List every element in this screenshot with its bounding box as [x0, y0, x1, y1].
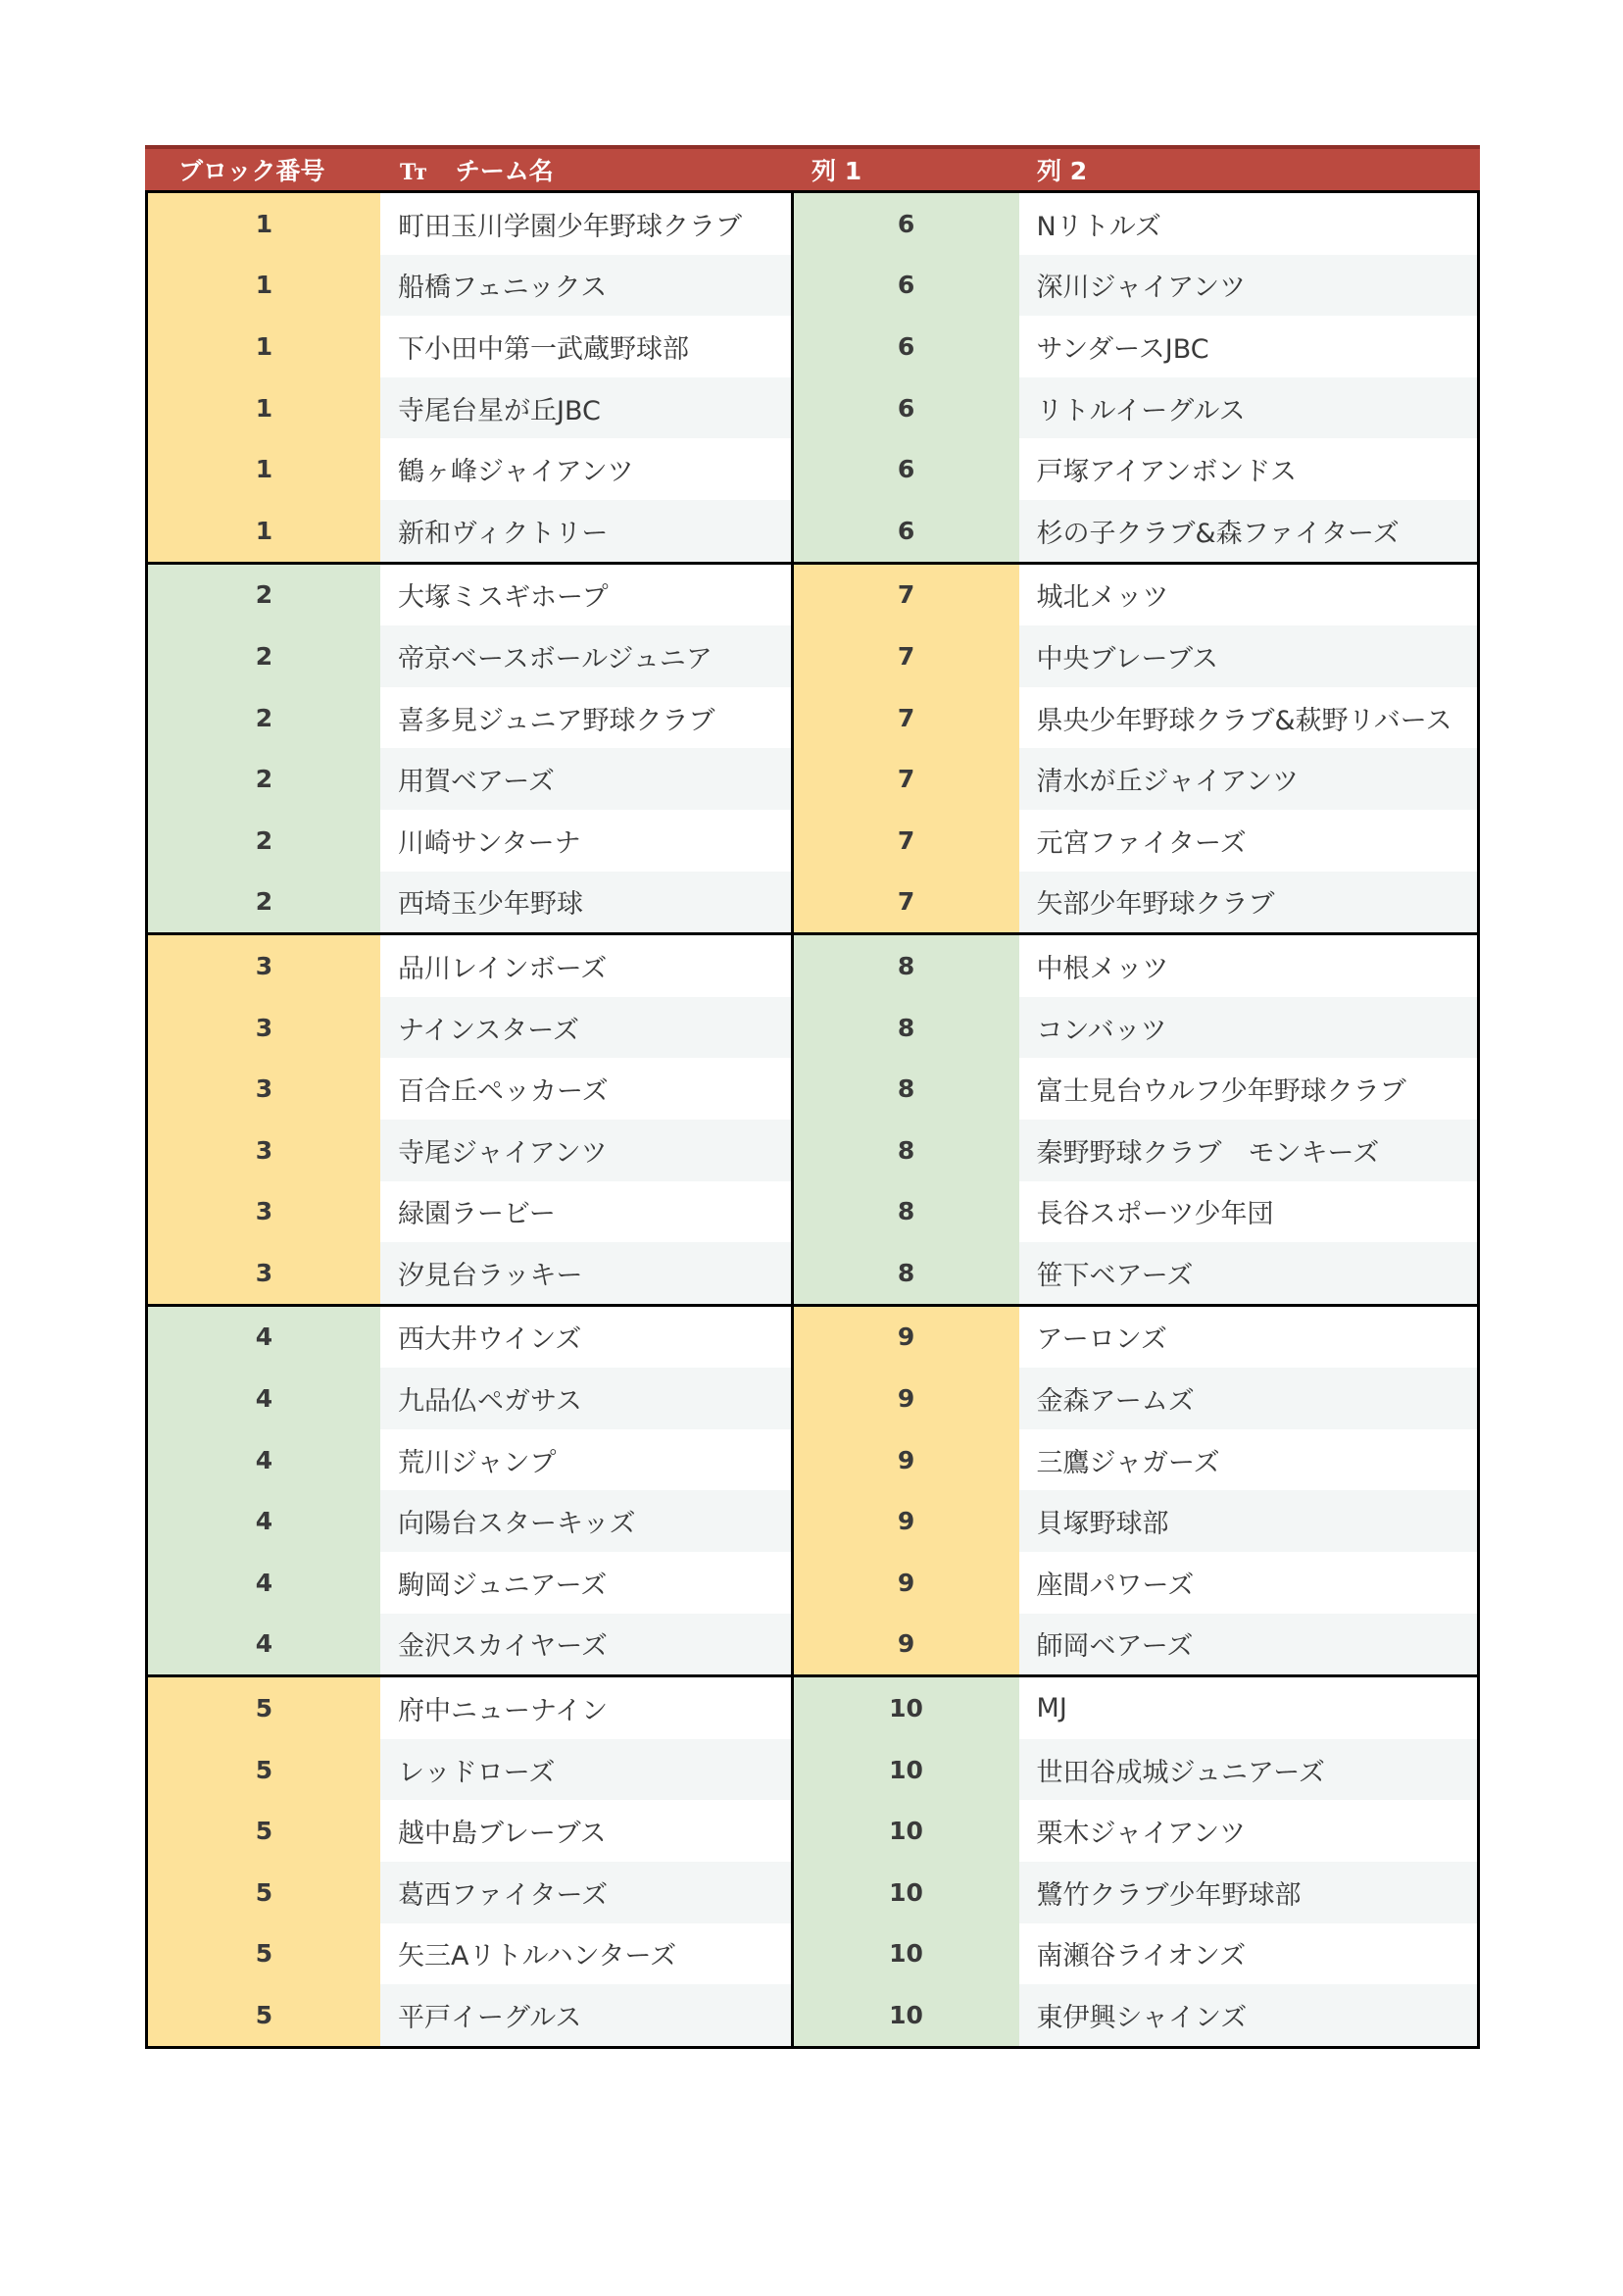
team-name-cell[interactable]: 富士見台ウルフ少年野球クラブ [1019, 1058, 1477, 1120]
team-name-cell[interactable]: アーロンズ [1019, 1307, 1477, 1369]
team-name-cell[interactable]: 県央少年野球クラブ&萩野リバース [1019, 687, 1477, 749]
block-number-cell[interactable]: 8 [794, 935, 1019, 997]
block-number-cell[interactable]: 4 [148, 1368, 380, 1429]
block-number-cell[interactable]: 9 [794, 1429, 1019, 1491]
block-number-cell[interactable]: 10 [794, 1862, 1019, 1923]
block-number-cell[interactable]: 2 [148, 748, 380, 810]
team-name-cell[interactable]: 船橋フェニックス [380, 255, 791, 317]
team-name-cell[interactable]: 駒岡ジュニアーズ [380, 1552, 791, 1614]
team-name-column [380, 935, 791, 1304]
team-name-cell[interactable]: 向陽台スターキッズ [380, 1490, 791, 1552]
block-number-cell[interactable]: 7 [794, 872, 1019, 933]
block-number-cell[interactable]: 6 [794, 255, 1019, 317]
block-number-cell[interactable]: 1 [148, 500, 380, 562]
team-name-cell[interactable]: コンバッツ [1019, 997, 1477, 1059]
block-number-cell[interactable]: 7 [794, 687, 1019, 749]
block-number-cell[interactable]: 1 [148, 255, 380, 317]
team-name-cell[interactable]: 長谷スポーツ少年団 [1019, 1181, 1477, 1243]
team-name-cell[interactable]: 金森アームズ [1019, 1368, 1477, 1429]
block-number-cell[interactable]: 9 [794, 1490, 1019, 1552]
block-number-cell[interactable]: 6 [794, 316, 1019, 377]
team-name-cell[interactable]: 南瀬谷ライオンズ [1019, 1923, 1477, 1985]
block-number-cell[interactable]: 6 [794, 500, 1019, 562]
block-number-cell[interactable]: 9 [794, 1614, 1019, 1675]
block-number-cell[interactable]: 9 [794, 1552, 1019, 1614]
block-number-cell[interactable]: 9 [794, 1368, 1019, 1429]
block-number-cell[interactable]: 8 [794, 1058, 1019, 1120]
block-left [148, 193, 794, 562]
block-number-cell[interactable]: 2 [148, 565, 380, 626]
team-name-cell[interactable]: 中根メッツ [1019, 935, 1477, 997]
table-header [145, 145, 1480, 190]
block-number-cell[interactable]: 10 [794, 1677, 1019, 1739]
block-number-cell[interactable]: 9 [794, 1307, 1019, 1369]
block-right [794, 935, 1477, 1304]
block-number-cell[interactable]: 10 [794, 1739, 1019, 1801]
team-name-cell[interactable]: 汐見台ラッキー [380, 1242, 791, 1304]
block-number-cell[interactable]: 2 [148, 625, 380, 687]
block-left [148, 1677, 794, 2046]
team-name-column [380, 565, 791, 933]
table-body [145, 190, 1480, 2049]
team-name-column [1019, 193, 1477, 562]
team-name-cell[interactable]: 寺尾台星が丘JBC [380, 377, 791, 439]
block-number-cell[interactable]: 5 [148, 1800, 380, 1862]
team-name-cell[interactable]: レッドローズ [380, 1739, 791, 1801]
block-number-column [148, 935, 380, 1304]
block-number-column [794, 193, 1019, 562]
block-number-cell[interactable]: 8 [794, 1242, 1019, 1304]
block-number-column [148, 565, 380, 933]
block-number-cell[interactable]: 4 [148, 1429, 380, 1491]
block-number-cell[interactable]: 5 [148, 1862, 380, 1923]
team-name-cell[interactable]: 鶴ヶ峰ジャイアンツ [380, 438, 791, 500]
block-number-cell[interactable]: 5 [148, 1739, 380, 1801]
block-number-cell[interactable]: 8 [794, 1181, 1019, 1243]
team-name-cell[interactable]: 西大井ウインズ [380, 1307, 791, 1369]
team-name-cell[interactable]: リトルイーグルス [1019, 377, 1477, 439]
team-name-cell[interactable]: 笹下ベアーズ [1019, 1242, 1477, 1304]
team-name-cell[interactable]: 帝京ベースボールジュニア [380, 625, 791, 687]
block-number-cell[interactable]: 2 [148, 810, 380, 872]
block-number-cell[interactable]: 10 [794, 1984, 1019, 2046]
team-name-cell[interactable]: 座間パワーズ [1019, 1552, 1477, 1614]
block-left [148, 1307, 794, 1675]
team-name-cell[interactable]: 元宮ファイターズ [1019, 810, 1477, 872]
block-group [148, 932, 1477, 1304]
block-number-cell[interactable]: 3 [148, 1058, 380, 1120]
team-name-cell[interactable]: ナインスターズ [380, 997, 791, 1059]
team-name-cell[interactable]: 矢三Aリトルハンターズ [380, 1923, 791, 1985]
team-name-cell[interactable]: 東伊興シャインズ [1019, 1984, 1477, 2046]
block-right [794, 1307, 1477, 1675]
team-name-cell[interactable]: 新和ヴィクトリー [380, 500, 791, 562]
team-name-cell[interactable]: 中央ブレーブス [1019, 625, 1477, 687]
text-type-icon: Tт [400, 160, 426, 185]
block-number-cell[interactable]: 4 [148, 1490, 380, 1552]
block-number-cell[interactable]: 3 [148, 997, 380, 1059]
team-block-table [145, 145, 1480, 2049]
block-number-cell[interactable]: 3 [148, 1181, 380, 1243]
team-name-cell[interactable]: 荒川ジャンプ [380, 1429, 791, 1491]
header-column-2[interactable]: 列 2 [1037, 157, 1088, 185]
block-number-cell[interactable]: 3 [148, 935, 380, 997]
team-name-cell[interactable]: MJ [1019, 1677, 1477, 1739]
team-name-cell[interactable]: 百合丘ペッカーズ [380, 1058, 791, 1120]
block-number-cell[interactable]: 1 [148, 193, 380, 255]
block-number-cell[interactable]: 5 [148, 1677, 380, 1739]
block-number-cell[interactable]: 5 [148, 1984, 380, 2046]
team-name-cell[interactable]: 用賀ベアーズ [380, 748, 791, 810]
block-number-cell[interactable]: 2 [148, 687, 380, 749]
block-left [148, 935, 794, 1304]
block-number-cell[interactable]: 3 [148, 1242, 380, 1304]
team-name-cell[interactable]: 貝塚野球部 [1019, 1490, 1477, 1552]
team-name-cell[interactable]: 下小田中第一武蔵野球部 [380, 316, 791, 377]
team-name-cell[interactable]: 寺尾ジャイアンツ [380, 1120, 791, 1181]
block-number-cell[interactable]: 1 [148, 377, 380, 439]
team-name-cell[interactable]: 平戸イーグルス [380, 1984, 791, 2046]
team-name-cell[interactable]: 世田谷成城ジュニアーズ [1019, 1739, 1477, 1801]
block-number-cell[interactable]: 1 [148, 316, 380, 377]
header-block-number[interactable]: ブロック番号 [178, 157, 325, 185]
block-number-cell[interactable]: 5 [148, 1923, 380, 1985]
block-number-cell[interactable]: 7 [794, 625, 1019, 687]
team-name-cell[interactable]: 城北メッツ [1019, 565, 1477, 626]
team-name-column [380, 1677, 791, 2046]
block-number-cell[interactable]: 7 [794, 565, 1019, 626]
team-name-cell[interactable]: 越中島ブレーブス [380, 1800, 791, 1862]
block-number-column [794, 1307, 1019, 1675]
team-name-column [1019, 565, 1477, 933]
block-right [794, 193, 1477, 562]
block-group [148, 1304, 1477, 1675]
block-number-cell[interactable]: 6 [794, 438, 1019, 500]
team-name-column [1019, 1677, 1477, 2046]
team-name-cell[interactable]: 師岡ベアーズ [1019, 1614, 1477, 1675]
team-name-cell[interactable]: 金沢スカイヤーズ [380, 1614, 791, 1675]
block-number-cell[interactable]: 4 [148, 1307, 380, 1369]
team-name-cell[interactable]: 深川ジャイアンツ [1019, 255, 1477, 317]
team-name-cell[interactable]: 鷺竹クラブ少年野球部 [1019, 1862, 1477, 1923]
header-column-1[interactable]: 列 1 [812, 157, 862, 185]
block-number-cell[interactable]: 10 [794, 1800, 1019, 1862]
block-left [148, 565, 794, 933]
header-team-name-label: チーム名 [455, 157, 554, 185]
team-name-cell[interactable]: Nリトルズ [1019, 193, 1477, 255]
block-number-column [148, 193, 380, 562]
block-number-cell[interactable]: 7 [794, 748, 1019, 810]
team-name-cell[interactable]: 九品仏ペガサス [380, 1368, 791, 1429]
team-name-cell[interactable]: サンダースJBC [1019, 316, 1477, 377]
team-name-cell[interactable]: 戸塚アイアンボンドス [1019, 438, 1477, 500]
block-number-column [148, 1677, 380, 2046]
block-right [794, 1677, 1477, 2046]
team-name-cell[interactable]: 喜多見ジュニア野球クラブ [380, 687, 791, 749]
team-name-cell[interactable]: 品川レインボーズ [380, 935, 791, 997]
block-group [148, 562, 1477, 933]
team-name-cell[interactable]: 葛西ファイターズ [380, 1862, 791, 1923]
block-number-cell[interactable]: 8 [794, 997, 1019, 1059]
team-name-cell[interactable]: 西埼玉少年野球 [380, 872, 791, 933]
block-number-cell[interactable]: 10 [794, 1923, 1019, 1985]
block-number-column [148, 1307, 380, 1675]
block-number-cell[interactable]: 4 [148, 1614, 380, 1675]
team-name-column [1019, 1307, 1477, 1675]
team-name-cell[interactable]: 清水が丘ジャイアンツ [1019, 748, 1477, 810]
team-name-cell[interactable]: 町田玉川学園少年野球クラブ [380, 193, 791, 255]
team-name-cell[interactable]: 緑園ラービー [380, 1181, 791, 1243]
header-team-name[interactable] [380, 152, 792, 187]
block-number-cell[interactable]: 2 [148, 872, 380, 933]
team-name-column [1019, 935, 1477, 1304]
block-group [148, 1674, 1477, 2046]
block-number-cell[interactable]: 6 [794, 193, 1019, 255]
block-number-cell[interactable]: 1 [148, 438, 380, 500]
block-number-column [794, 1677, 1019, 2046]
block-number-cell[interactable]: 6 [794, 377, 1019, 439]
team-name-cell[interactable]: 杉の子クラブ&森ファイターズ [1019, 500, 1477, 562]
team-name-column [380, 193, 791, 562]
team-name-cell[interactable]: 矢部少年野球クラブ [1019, 872, 1477, 933]
team-name-cell[interactable]: 川崎サンターナ [380, 810, 791, 872]
team-name-column [380, 1307, 791, 1675]
block-number-column [794, 935, 1019, 1304]
block-number-cell[interactable]: 7 [794, 810, 1019, 872]
team-name-cell[interactable]: 府中ニューナイン [380, 1677, 791, 1739]
team-name-cell[interactable]: 秦野野球クラブ モンキーズ [1019, 1120, 1477, 1181]
block-right [794, 565, 1477, 933]
block-number-cell[interactable]: 3 [148, 1120, 380, 1181]
team-name-cell[interactable]: 大塚ミスギホープ [380, 565, 791, 626]
block-number-column [794, 565, 1019, 933]
block-group [148, 193, 1477, 562]
block-number-cell[interactable]: 8 [794, 1120, 1019, 1181]
team-name-cell[interactable]: 栗木ジャイアンツ [1019, 1800, 1477, 1862]
team-name-cell[interactable]: 三鷹ジャガーズ [1019, 1429, 1477, 1491]
block-number-cell[interactable]: 4 [148, 1552, 380, 1614]
